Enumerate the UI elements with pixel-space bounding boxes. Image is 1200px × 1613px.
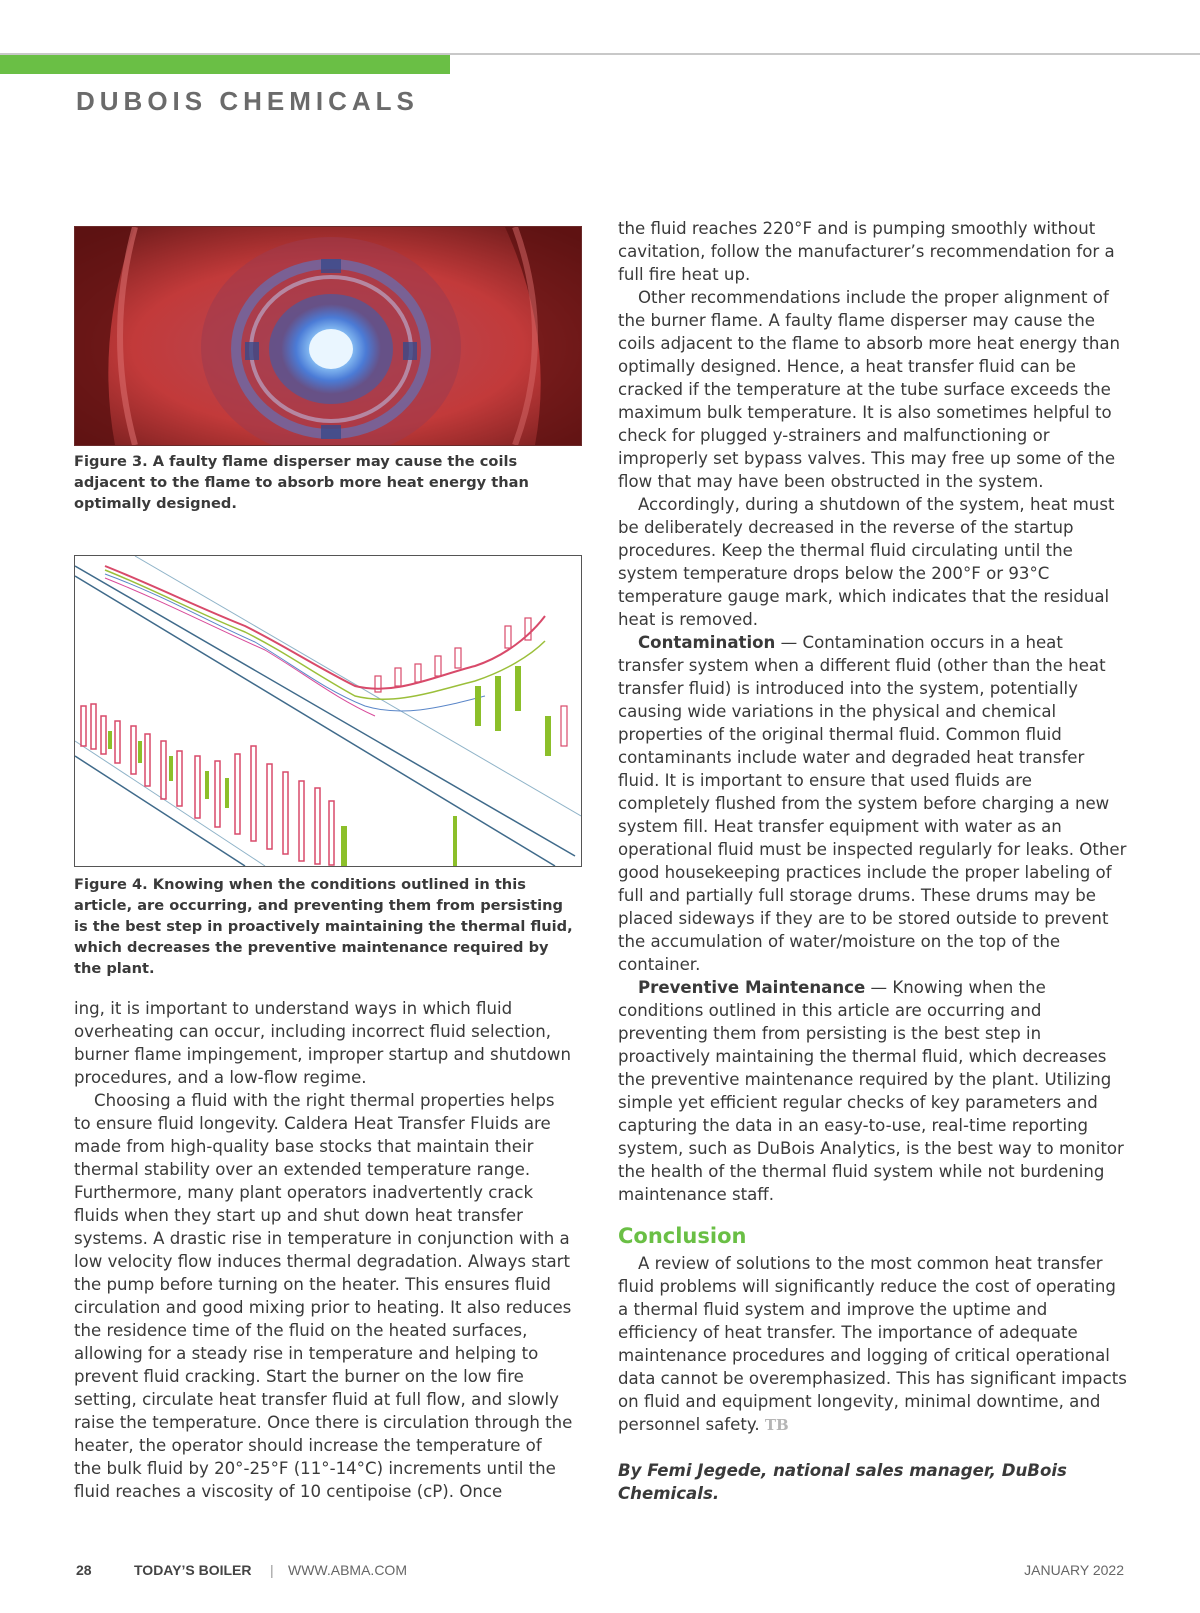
footer-date: JANUARY 2022: [1024, 1562, 1124, 1578]
preventive-maintenance-text: — Knowing when the conditions outlined in this article are occurring and preventing them from persisting is the best step in proactively maintaining the thermal fluid, which decreases the preventive maintenance required by the plant. Utilizing simple yet efficient regular checks of key parameters and capturing the data in an easy-to-use, real-time reporting system, such as DuBois Analytics, is the best way to monitor the health of the thermal fluid system while not burdening maintenance staff.: [618, 978, 1124, 1204]
contamination-paragraph: [618, 631, 1128, 976]
footer-magazine-name: TODAY’S BOILER: [134, 1562, 252, 1578]
body-paragraph: Other recommendations include the proper alignment of the burner flame. A faulty flame disperser may cause the coils adjacent to the flame to absorb more heat energy than optimally designed. Hence, a heat transfer fluid can be cracked if the temperature at the tube surface exceeds the maximum bulk temperature. It is also sometimes helpful to check for plugged y-strainers and malfunctioning or improperly set bypass valves. This may free up some of the flow that may have been obstructed in the system.: [618, 288, 1121, 491]
header-accent-bar: [0, 55, 450, 74]
monitoring-chart-screenshot: [75, 556, 581, 866]
conclusion-text: A review of solutions to the most common heat transfer fluid problems will significantly reduce the cost of operating a thermal fluid system and improve the uptime and efficiency of heat transfer. The importance of adequate maintenance procedures and logging of critical operational data cannot be overemphasized. This has significant impacts on fluid and equipment longevity, minimal downtime, and personnel safety.: [618, 1254, 1127, 1434]
figure-4-image: [74, 555, 582, 867]
author-byline: By Femi Jegede, national sales manager, DuBois Chemicals.: [618, 1461, 1067, 1503]
brand-header: DUBOIS CHEMICALS: [76, 86, 419, 116]
conclusion-paragraph: [618, 1252, 1128, 1437]
figure-3-caption: Figure 3. A faulty flame disperser may cause the coils adjacent to the flame to absorb more heat energy than optimally designed.: [74, 453, 529, 512]
footer-page-number: 28: [76, 1562, 92, 1578]
conclusion-heading: Conclusion: [618, 1224, 747, 1248]
footer-website-link[interactable]: WWW.ABMA.COM: [288, 1562, 407, 1578]
body-paragraph: Accordingly, during a shutdown of the system, heat must be deliberately decreased in the reverse of the startup procedures. Keep the thermal fluid circulating until the system temperature drops below the 200°F or 93°C temperature gauge mark, which indicates that the residual heat is removed.: [618, 495, 1115, 629]
left-column: [74, 997, 574, 1503]
body-paragraph: Choosing a fluid with the right thermal properties helps to ensure fluid longevity. Caldera Heat Transfer Fluids are made from high-quality base stocks that maintain their thermal stability over an extended temperature range. Furthermore, many plant operators inadvertently crack fluids when they start up and shut down heat transfer systems. A drastic rise in temperature in conjunction with a low velocity flow induces thermal degradation. Always start the pump before turning on the heater. This ensures fluid circulation and good mixing prior to heating. It also reduces the residence time of the fluid on the heated surfaces, allowing for a steady rise in temperature and helping to prevent fluid cracking. Start the burner on the low fire setting, circulate heat transfer fluid at full flow, and slowly raise the temperature. Once there is circulation through the heater, the operator should increase the temperature of the bulk fluid by 20°-25°F (11°-14°C) increments until the fluid reaches a viscosity of 10 centipoise (cP). Once: [74, 1091, 573, 1501]
contamination-heading: Contamination: [638, 633, 776, 652]
footer-separator: |: [270, 1562, 274, 1578]
contamination-text: — Contamination occurs in a heat transfer system when a different fluid (other than the heat transfer fluid) is introduced into the system, potentially causing wide variations in the physical and chemical properties of the original thermal fluid. Common fluid contaminants include water and degraded heat transfer fluid. It is important to ensure that used fluids are completely flushed from the system before charging a new system fill. Heat transfer equipment with water as an operational fluid must be inspected regularly for leaks. Other good housekeeping practices include the proper labeling of full and partially full storage drums. These drums may be placed sideways if they are to be stored outside to prevent the accumulation of water/moisture on the top of the container.: [618, 633, 1127, 974]
body-paragraph: ing, it is important to understand ways in which fluid overheating can occur, including incorrect fluid selection, burner flame impingement, improper startup and shutdown procedures, and a low-flow regime.: [74, 999, 571, 1087]
preventive-maintenance-paragraph: [618, 976, 1128, 1206]
figure-3-image: [74, 226, 582, 446]
figure-4-caption: Figure 4. Knowing when the conditions outlined in this article, are occurring, and preventing them from persisting is the best step in proactively maintaining the thermal fluid, which decreases the preventive maintenance required by the plant.: [74, 876, 573, 977]
right-column: [618, 217, 1128, 1505]
burner-flame-photo: [75, 227, 581, 445]
body-paragraph: the fluid reaches 220°F and is pumping smoothly without cavitation, follow the manufacturer’s recommendation for a full fire heat up.: [618, 219, 1115, 284]
preventive-maintenance-heading: Preventive Maintenance: [638, 978, 866, 997]
end-mark: TB: [764, 1416, 789, 1434]
